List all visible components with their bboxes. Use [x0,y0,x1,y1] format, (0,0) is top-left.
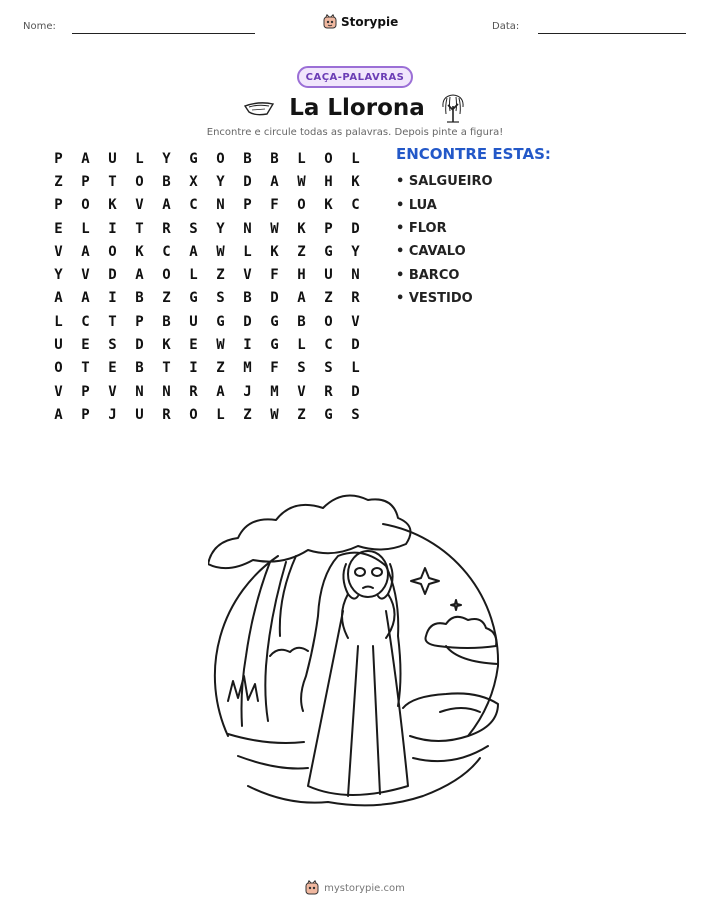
grid-letter[interactable]: C [189,197,198,214]
date-field[interactable] [538,33,686,34]
grid-letter[interactable]: I [108,220,117,237]
grid-letter[interactable]: A [81,290,90,307]
grid-letter[interactable]: W [270,406,279,423]
footer-url: mystorypie.com [324,882,405,894]
grid-letter[interactable]: S [108,337,117,354]
grid-letter[interactable]: R [162,220,171,237]
grid-letter[interactable]: T [108,313,117,330]
grid-letter[interactable]: G [270,337,279,354]
grid-letter[interactable]: Z [297,243,306,260]
grid-letter[interactable]: L [243,243,252,260]
grid-letter[interactable]: O [324,150,333,167]
grid-letter[interactable]: X [189,173,198,190]
star [411,568,439,594]
grid-letter[interactable]: G [324,406,333,423]
grid-letter[interactable]: Z [162,290,171,307]
grid-letter[interactable]: Y [216,220,225,237]
grid-letter[interactable]: L [297,150,306,167]
grid-letter[interactable]: N [162,383,171,400]
grid-letter[interactable]: Y [216,173,225,190]
grid-letter[interactable]: P [81,383,90,400]
grid-letter[interactable]: B [243,150,252,167]
category-badge: CAÇA-PALAVRAS [297,66,413,88]
grid-letter[interactable]: V [297,383,306,400]
grid-letter[interactable]: R [351,290,360,307]
mascot-icon [305,880,319,896]
grid-letter[interactable]: S [216,290,225,307]
grid-letter[interactable]: Y [54,267,63,284]
grid-letter[interactable]: B [135,290,144,307]
grid-letter[interactable]: B [162,173,171,190]
grid-letter[interactable]: G [189,150,198,167]
grid-letter[interactable]: L [135,150,144,167]
grid-letter[interactable]: I [243,337,252,354]
grid-letter[interactable]: I [108,290,117,307]
grid-letter[interactable]: U [324,267,333,284]
grid-letter[interactable]: D [243,313,252,330]
grid-letter[interactable]: G [324,243,333,260]
word-list [396,170,493,310]
grid-letter[interactable]: P [135,313,144,330]
grid-letter[interactable]: B [162,313,171,330]
grid-letter[interactable]: V [81,267,90,284]
grid-letter[interactable]: Z [216,267,225,284]
grid-letter[interactable]: F [270,267,279,284]
grid-letter[interactable]: Y [351,243,360,260]
grid-letter[interactable]: K [270,243,279,260]
grid-letter[interactable]: P [324,220,333,237]
grid-letter[interactable]: M [243,360,252,377]
grid-letter[interactable]: A [216,383,225,400]
tree-trunk [242,562,287,726]
grid-letter[interactable]: D [351,220,360,237]
grid-letter[interactable]: O [162,267,171,284]
grid-letter[interactable]: V [243,267,252,284]
word-item: • LUA [396,197,437,213]
grid-letter[interactable]: G [270,313,279,330]
word-item: • CAVALO [396,244,466,260]
grid-letter[interactable]: R [324,383,333,400]
grid-letter[interactable]: V [54,383,63,400]
grid-letter[interactable]: D [135,337,144,354]
grid-letter[interactable]: U [108,150,117,167]
grid-letter[interactable]: V [54,243,63,260]
grid-letter[interactable]: E [189,337,198,354]
grid-letter[interactable]: P [54,197,63,214]
grid-letter[interactable]: F [270,197,279,214]
grid-letter[interactable]: O [135,173,144,190]
grid-letter[interactable]: P [54,150,63,167]
grid-letter[interactable]: L [297,337,306,354]
grid-letter[interactable]: U [189,313,198,330]
coloring-illustration [208,486,508,826]
tree-canopy [208,496,411,569]
grid-letter[interactable]: C [324,337,333,354]
grid-letter[interactable]: N [135,383,144,400]
grid-letter[interactable]: C [162,243,171,260]
grid-letter[interactable]: D [270,290,279,307]
grid-letter[interactable]: D [351,337,360,354]
grid-letter[interactable]: H [324,173,333,190]
grid-letter[interactable]: B [297,313,306,330]
instructions: Encontre e circule todas as palavras. Depois pinte a figura! [206,127,504,138]
grid-letter[interactable]: Z [324,290,333,307]
grid-letter[interactable]: W [216,243,225,260]
grid-letter[interactable]: G [189,290,198,307]
grid-letter[interactable]: T [162,360,171,377]
grid-letter[interactable]: L [54,313,63,330]
circle-frame-right [383,524,498,736]
grid-letter[interactable]: I [189,360,198,377]
grid-letter[interactable]: V [351,313,360,330]
grid-letter[interactable]: O [189,406,198,423]
grid-letter[interactable]: K [351,173,360,190]
grid-letter[interactable]: V [108,383,117,400]
grid-letter[interactable]: O [324,313,333,330]
grid-letter[interactable]: A [81,243,90,260]
grid-letter[interactable]: K [324,197,333,214]
grid-letter[interactable]: A [135,267,144,284]
grid-letter[interactable]: U [54,337,63,354]
grid-letter[interactable]: A [162,197,171,214]
grid-letter[interactable]: V [135,197,144,214]
grid-letter[interactable]: L [189,267,198,284]
grid-letter[interactable]: O [216,150,225,167]
grid-letter[interactable]: E [108,360,117,377]
grid-letter[interactable]: T [108,173,117,190]
grid-letter[interactable]: K [297,220,306,237]
mascot-icon [323,14,337,30]
name-label: Nome: [23,21,56,32]
name-field[interactable] [72,33,255,34]
grid-letter[interactable]: G [216,313,225,330]
brand-logo [323,13,398,31]
footer [280,878,430,898]
grid-letter[interactable]: T [81,360,90,377]
boat-icon [243,97,275,119]
grid-letter[interactable]: L [216,406,225,423]
grid-letter[interactable]: F [270,360,279,377]
grid-letter[interactable]: U [135,406,144,423]
grid-letter[interactable]: L [81,220,90,237]
grid-letter[interactable]: E [54,220,63,237]
grid-letter[interactable]: Y [162,150,171,167]
grid-letter[interactable]: W [216,337,225,354]
grid-letter[interactable]: Z [216,360,225,377]
word-item: • SALGUEIRO [396,174,493,190]
grid-letter[interactable]: D [351,383,360,400]
grid-letter[interactable]: C [351,197,360,214]
grid-letter[interactable]: O [54,360,63,377]
grid-letter[interactable]: P [243,197,252,214]
grid-letter[interactable]: O [297,197,306,214]
grid-letter[interactable]: K [162,337,171,354]
grid-letter[interactable]: W [297,173,306,190]
grid-letter[interactable]: R [162,406,171,423]
grid-letter[interactable]: L [351,150,360,167]
grid-letter[interactable]: Z [243,406,252,423]
date-label: Data: [492,21,520,32]
grid-letter[interactable]: K [108,197,117,214]
grid-letter[interactable]: W [270,220,279,237]
grid-letter[interactable]: L [351,360,360,377]
grid-letter[interactable]: A [81,150,90,167]
title-row [240,90,470,126]
willow-tree-icon [439,92,467,124]
grid-letter[interactable]: N [243,220,252,237]
grid-letter[interactable]: B [243,290,252,307]
grid-letter[interactable]: D [108,267,117,284]
grid-letter[interactable]: A [54,290,63,307]
word-item: • VESTIDO [396,291,473,307]
word-search-grid [45,147,369,427]
grid-letter[interactable]: N [216,197,225,214]
grid-letter[interactable]: K [135,243,144,260]
grid-letter[interactable]: E [81,337,90,354]
grid-letter[interactable]: S [297,360,306,377]
grid-letter[interactable]: O [81,197,90,214]
grid-letter[interactable]: Z [54,173,63,190]
grid-letter[interactable]: S [189,220,198,237]
grid-letter[interactable]: B [135,360,144,377]
grid-letter[interactable]: D [243,173,252,190]
word-item: • BARCO [396,267,460,283]
grid-letter[interactable]: S [324,360,333,377]
grid-letter[interactable]: J [243,383,252,400]
grid-letter[interactable]: Z [297,406,306,423]
word-item: • FLOR [396,220,447,236]
grid-letter[interactable]: M [270,383,279,400]
grid-letter[interactable]: C [81,313,90,330]
grid-letter[interactable]: P [81,406,90,423]
brand-name: Storypie [341,15,399,29]
grid-letter[interactable]: J [108,406,117,423]
grid-letter[interactable]: O [108,243,117,260]
grid-letter[interactable]: H [297,267,306,284]
grid-letter[interactable]: R [189,383,198,400]
grid-letter[interactable]: T [135,220,144,237]
grid-letter[interactable]: A [189,243,198,260]
grid-letter[interactable]: B [270,150,279,167]
grid-letter[interactable]: A [297,290,306,307]
grid-letter[interactable]: P [81,173,90,190]
grid-letter[interactable]: S [351,406,360,423]
grid-letter[interactable]: A [270,173,279,190]
word-list-title: ENCONTRE ESTAS: [396,145,551,163]
page-title: La Llorona [289,95,425,121]
grid-letter[interactable]: A [54,406,63,423]
grid-letter[interactable]: N [351,267,360,284]
